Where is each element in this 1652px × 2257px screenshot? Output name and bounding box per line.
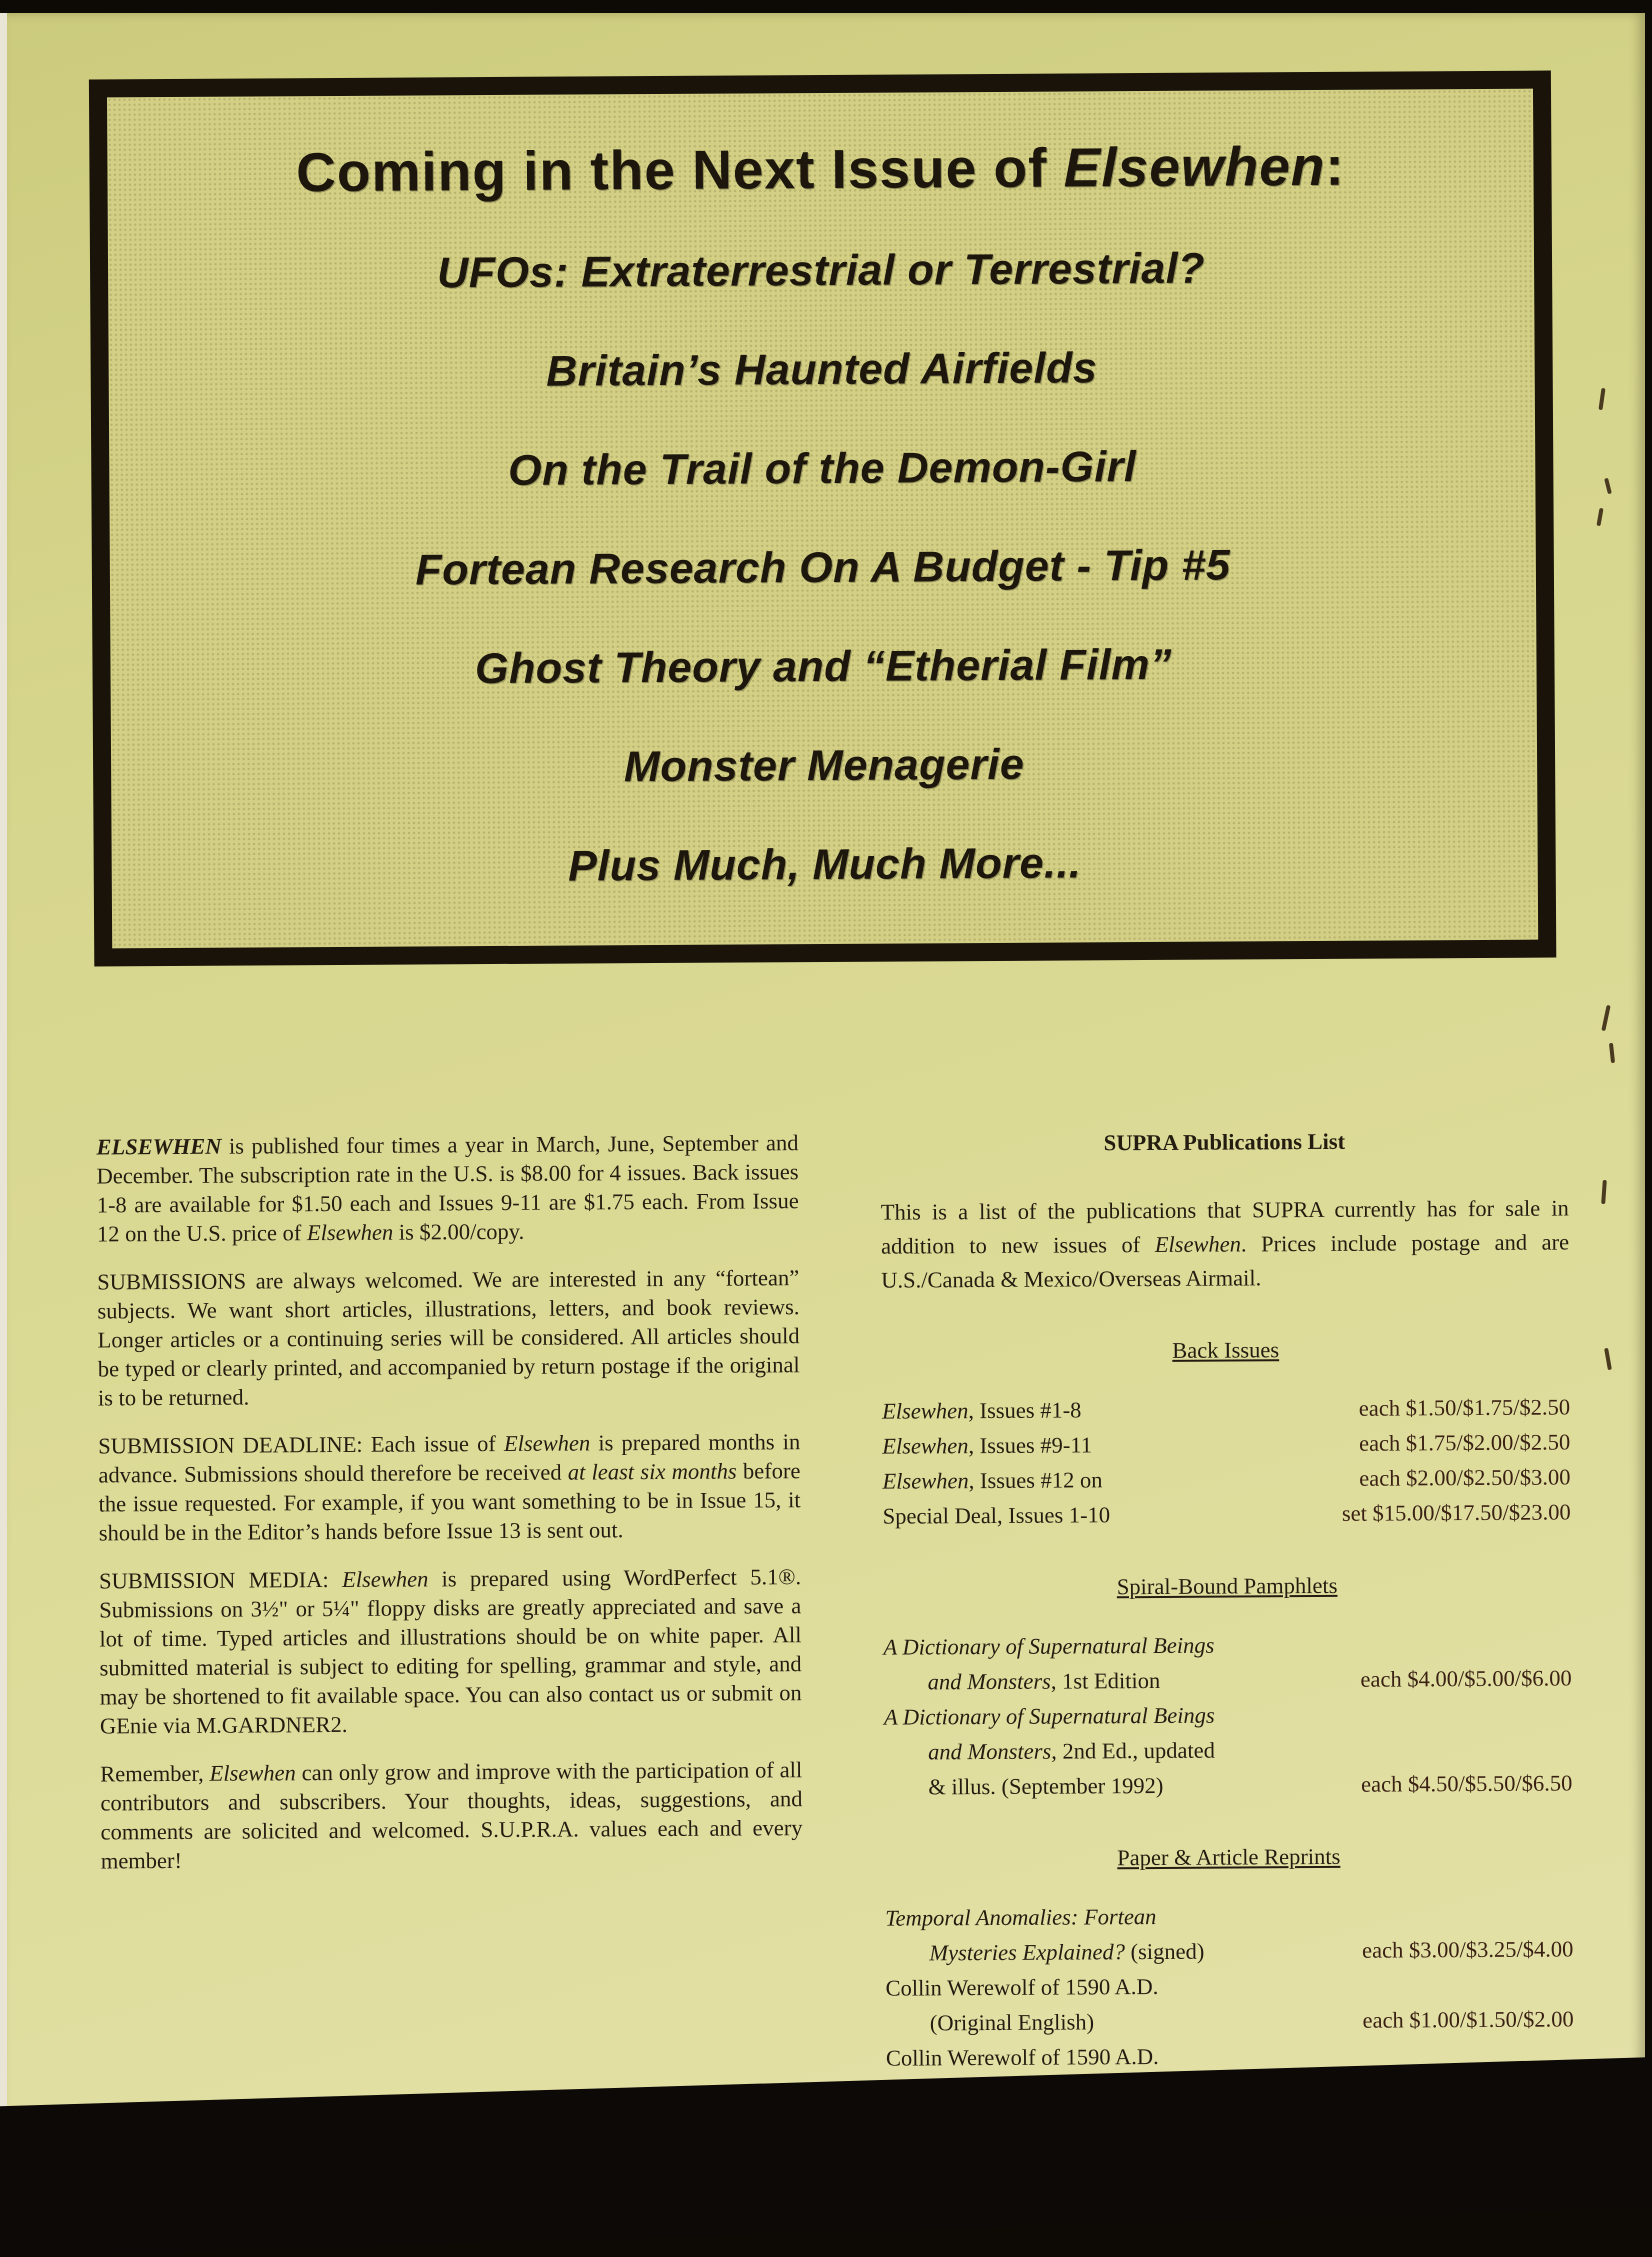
text-run: Temporal Anomalies: Fortean [885,1903,1157,1931]
publication-sections [882,1331,1575,2145]
text-run: Collin Werewolf of 1590 A.D. [885,2043,1159,2071]
publication-row [886,2001,1574,2040]
text-run: A Dictionary of Supernatural Beings [883,1632,1215,1660]
publication-row [884,1765,1572,1804]
publication-row [885,1931,1573,1970]
publication-row [885,1896,1573,1935]
publication-title [884,1733,1215,1770]
publication-title [885,1899,1156,1936]
text-run: Elsewhen [503,1430,591,1456]
text-run: Elsewhen [1154,1231,1242,1257]
publication-price: each $1.00/$1.50/$2.00 [1362,2006,1574,2033]
promo-title [107,133,1533,206]
publication-price: each $2.00/$2.50/$3.00 [1359,1464,1571,1491]
text-run: Elsewhen [882,1468,969,1494]
publication-row [882,1389,1570,1428]
publication-title [886,2039,1159,2076]
publication-title [884,1663,1161,1700]
text-run: and Monsters [927,1668,1051,1695]
promo-line: On the Trail of the Demon-Girl [508,443,1137,495]
text-run: Elsewhen [882,1433,969,1459]
publication-row [882,1459,1570,1498]
text-run: (signed) [1124,1938,1205,1965]
text-run: , Issues #1-8 [968,1397,1082,1424]
text-run: Elsewhen [209,1760,296,1786]
publication-title [882,1427,1092,1463]
section-heading: Spiral-Bound Pamphlets [1116,1572,1338,1600]
text-run: Special Deal, Issues 1-10 [882,1502,1111,1529]
publication-price: each $1.75/$2.00/$2.50 [1358,1429,1571,1456]
paragraph [98,1427,801,1547]
supra-list-intro [881,1191,1570,1297]
publication-row [885,1966,1573,2005]
publication-row [884,1695,1572,1734]
text-run: (Original English) [929,2009,1095,2036]
publication-title [884,1768,1163,1805]
publication-row [884,1660,1572,1699]
text-run: Elsewhen [306,1219,394,1246]
text-run: Elsewhen [341,1566,429,1592]
text-run: & illus. (September 1992) [928,1772,1164,1800]
publication-title [883,1497,1111,1533]
publication-title [882,1462,1102,1498]
text-run: is prepared months in advance. Submissions should therefore be received [98,1429,801,1488]
text-run: , 1st Edition [1050,1667,1161,1694]
promo-line: Monster Menagerie [623,740,1025,792]
publication-title [883,1628,1214,1665]
promo-line: UFOs: Extraterrestrial or Terrestrial? [437,244,1206,298]
paragraph [100,1755,803,1875]
publication-title [884,1698,1215,1735]
next-issue-promo-box [89,71,1556,967]
text-run: at least six months [567,1458,737,1485]
publication-title [886,2004,1095,2040]
publication-info-column [96,1128,803,1894]
text-run: ELSEWHEN [96,1133,222,1160]
text-run: can only grow and improve with the participation of all contributors and subscribers. Your thoughts, ideas, suggestions, and comments are solicited and welcomed. S.U.P.R.A. values each and every member! [100,1757,803,1874]
publication-price: set $15.00/$17.50/$23.00 [1341,1499,1571,1526]
publication-title [882,1392,1082,1428]
text-run: before the issue requested. For example, if you want something to be in Issue 15, it should be in the Editor’s hands before Issue 13 is sent out. [98,1458,801,1546]
text-run: Collin Werewolf of 1590 A.D. [885,1973,1159,2001]
text-run: SUBMISSIONS are always welcomed. We are interested in any “fortean” subjects. We want short articles, illustrations, letters, and book reviews. Longer articles or a continuing series will be considered. All articles should be typed or clearly printed, and accompanied by return postage if the original is to be returned. [97,1265,800,1411]
promo-title-prefix: Coming in the Next Issue of [295,136,1064,204]
text-run: is prepared using WordPerfect 5.1®. Submissions on 3½" or 5¼" floppy disks are greatly appreciated and save a lot of time. Typed articles and illustrations should be on white paper. All submitted material is subject to editing for spelling, grammar and style, and may be shortened to fit available space. You can also contact us or submit on GEnie via M.GARDNER2. [99,1564,802,1739]
text-run: is $2.00/copy. [393,1218,525,1245]
text-run: SUBMISSION DEADLINE: Each issue of [98,1430,505,1459]
paragraph [97,1263,800,1412]
promo-title-suffix: : [1325,134,1345,197]
text-run: , Issues #9-11 [968,1432,1093,1459]
text-run: . Prices include postage and are U.S./Canada & Mexico/Overseas Airmail. [881,1229,1570,1293]
promo-title-emphasis: Elsewhen [1063,134,1326,199]
section-heading: Paper & Article Reprints [1117,1843,1341,1871]
publication-price: each $4.00/$5.00/$6.00 [1360,1665,1572,1692]
promo-line: Ghost Theory and “Etherial Film” [474,640,1173,694]
publication-price: each $4.50/$5.50/$6.50 [1361,1770,1573,1797]
publication-price: each $1.50/$1.75/$2.50 [1358,1394,1571,1421]
promo-line: Fortean Research On A Budget - Tip #5 [415,541,1231,595]
publication-title [885,1934,1204,1971]
text-run: Elsewhen [881,1398,969,1424]
publication-row [883,1625,1571,1664]
publication-row [883,1494,1571,1533]
section-heading: Back Issues [1172,1337,1280,1363]
text-run: , 2nd Ed., updated [1051,1737,1216,1764]
paragraph [96,1128,799,1248]
publication-price: each $3.00/$3.25/$4.00 [1362,1936,1574,1963]
supra-publications-column [880,1123,1574,2145]
promo-line: Plus Much, Much More... [567,839,1082,891]
text-run: , Issues #12 on [968,1467,1103,1494]
text-run: Remember, [100,1760,210,1787]
promo-line: Britain’s Haunted Airfields [545,344,1098,396]
publication-title [885,1969,1158,2006]
text-run: SUBMISSION MEDIA: [98,1566,343,1594]
publication-row [884,1730,1572,1769]
paragraph [99,1562,802,1740]
text-run: A Dictionary of Supernatural Beings [883,1702,1215,1730]
text-run: is published four times a year in March, June, September and December. The subscription rate in the U.S. is $8.00 for 4 issues. Back issues 1-8 are available for $1.50 each and Issues 9-11 are $1.75 each. From Issue 12 on the U.S. price of [96,1130,799,1247]
text-run: This is a list of the publications that SUPRA currently has for sale in addition to new issues of [880,1195,1569,1259]
publication-row [882,1424,1570,1463]
text-run: and Monsters [928,1738,1052,1765]
promo-lines [108,243,1538,895]
supra-list-heading: SUPRA Publications List [1103,1128,1346,1156]
text-run: Mysteries Explained? [929,1939,1126,1966]
